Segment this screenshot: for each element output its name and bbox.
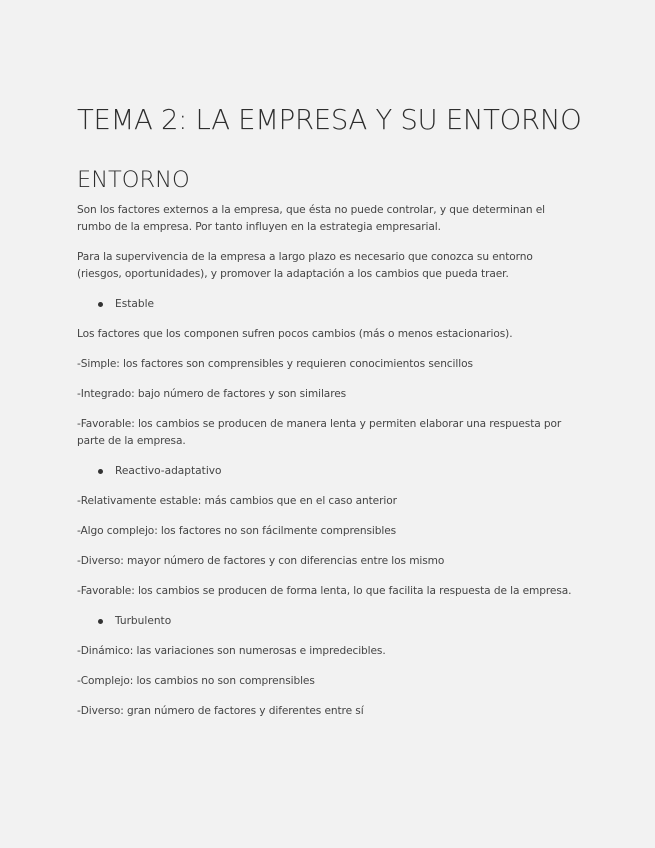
bullet-dot-icon	[98, 619, 103, 624]
bullet-label: Estable	[115, 298, 155, 310]
bullet-dot-icon	[98, 302, 103, 307]
paragraph: -Favorable: los cambios se producen de forma lenta, lo que facilita la respuesta de la empresa.	[77, 585, 572, 597]
intro-paragraph: Son los factores externos a la empresa, que ésta no puede controlar, y que determinan el rumbo de la empresa. Por tanto influyen en la estrategia empresarial.	[77, 204, 546, 233]
bullet-list	[77, 463, 577, 480]
paragraph: -Diverso: mayor número de factores y con diferencias entre los mismo	[77, 555, 445, 567]
bullet-list	[77, 613, 577, 630]
paragraph: -Favorable: los cambios se producen de manera lenta y permiten elaborar una respuesta por parte de la empresa.	[77, 418, 562, 447]
paragraph: -Diverso: gran número de factores y diferentes entre sí	[77, 705, 364, 717]
bullet-item	[77, 296, 577, 313]
paragraph: -Simple: los factores son comprensibles y requieren conocimientos sencillos	[77, 358, 473, 370]
bullet-label: Reactivo-adaptativo	[115, 465, 222, 477]
section-heading: ENTORNO	[77, 167, 190, 193]
bullet-label: Turbulento	[115, 615, 172, 627]
bullet-dot-icon	[98, 469, 103, 474]
document-title: TEMA 2: LA EMPRESA Y SU ENTORNO	[77, 104, 582, 136]
bullet-item	[77, 613, 577, 630]
intro-paragraph: Para la supervivencia de la empresa a largo plazo es necesario que conozca su entorno (riesgos, oportunidades), y promover la adaptación a los cambios que pueda traer.	[77, 251, 533, 280]
paragraph: -Integrado: bajo número de factores y son similares	[77, 388, 347, 400]
paragraph: -Algo complejo: los factores no son fácilmente comprensibles	[77, 525, 397, 537]
bullet-list	[77, 296, 577, 313]
document-content	[77, 100, 582, 720]
paragraph: -Dinámico: las variaciones son numerosas e impredecibles.	[77, 645, 386, 657]
paragraph: -Complejo: los cambios no son comprensibles	[77, 675, 315, 687]
bullet-item	[77, 463, 577, 480]
paragraph: -Relativamente estable: más cambios que en el caso anterior	[77, 495, 397, 507]
paragraph: Los factores que los componen sufren pocos cambios (más o menos estacionarios).	[77, 328, 513, 340]
